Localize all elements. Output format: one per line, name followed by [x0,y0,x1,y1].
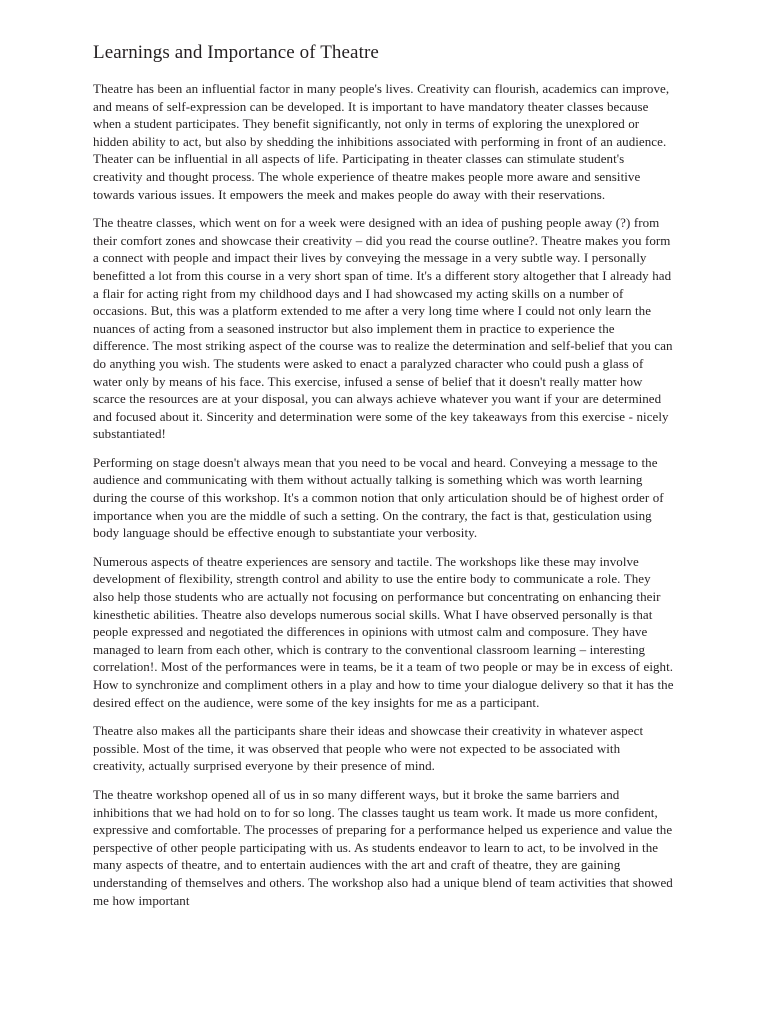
document-title: Learnings and Importance of Theatre [93,42,379,63]
paragraph-3: Performing on stage doesn't always mean that you need to be vocal and heard. Conveying a message to the audience and communicating with them without actually talking is something which was worth learning during the course of this workshop. It's a common notion that only articulation should be of highest order of importance when you are the middle of such a setting. On the contrary, the fact is that, gesticulation using body language should be effective enough to substantiate your verbosity. [93,454,664,541]
paragraph-6: The theatre workshop opened all of us in so many different ways, but it broke the same barriers and inhibitions that we had hold on to for so long. The classes taught us team work. It made us more confident, expressive and comfortable. The processes of preparing for a performance helped us experience and value the perspective of other people participating with us. As students endeavor to learn to act, to be involved in the many aspects of theatre, and to entertain audiences with the art and craft of theatre, they are gaining understanding of themselves and others. The workshop also had a unique blend of team activities that showed me how important [93,786,673,908]
paragraph-4: Numerous aspects of theatre experiences are sensory and tactile. The workshops like these may involve development of flexibility, strength control and ability to use the entire body to communicate a role. They also help those students who are actually not focusing on performance but concentrating on enhancing their kinesthetic abilities. Theatre also develops numerous social skills. What I have observed personally is that people expressed and negotiated the differences in opinions with utmost calm and composure. They have managed to learn from each other, which is contrary to the conventional classroom learning – interesting correlation!. Most of the performances were in teams, be it a team of two people or may be in excess of eight. How to synchronize and compliment others in a play and how to time your dialogue delivery so that it has the desired effect on the audience, were some of the key insights for me as a participant. [93,553,674,710]
paragraph-2: The theatre classes, which went on for a week were designed with an idea of pushing people away (?) from their comfort zones and showcase their creativity – did you read the course outline?. Theatre makes you form a connect with people and impact their lives by conveying the message in a very subtle way. I personally benefitted a lot from this course in a very short span of time. It's a different story altogether that I already had a flair for acting right from my childhood days and I had showcased my acting skills on a number of occasions. But, this was a platform extended to me after a very long time where I could not only learn the nuances of acting from a seasoned instructor but also implement them in practice to experience the difference. The most striking aspect of the course was to realize the determination and self-belief that you can do anything you wish. The students were asked to enact a paralyzed character who could push a glass of water only by means of his face. This exercise, infused a sense of belief that it doesn't really matter how scarce the resources are at your disposal, you can always achieve whatever you want if your are determined and focused about it. Sincerity and determination were some of the key takeaways from this exercise - nicely substantiated! [93,215,673,442]
paragraph-1: Theatre has been an influential factor in many people's lives. Creativity can flourish, academics can improve, and means of self-expression can be developed. It is important to have mandatory theater classes because when a student participates. They benefit significantly, not only in terms of exploring the unexplored or hidden ability to act, but also by shedding the inhibitions associated with performing in front of an audience. Theater can be influential in all aspects of life. Participating in theater classes can stimulate student's creativity and thought process. The whole experience of theatre makes people more aware and sensitive towards various issues. It empowers the meek and makes people do away with their reservations. [93,81,670,202]
paragraph-5: Theatre also makes all the participants share their ideas and showcase their creativity in whatever aspect possible. Most of the time, it was observed that people who were not expected to be associated with creativity, actually surprised everyone by their presence of mind. [93,723,644,774]
